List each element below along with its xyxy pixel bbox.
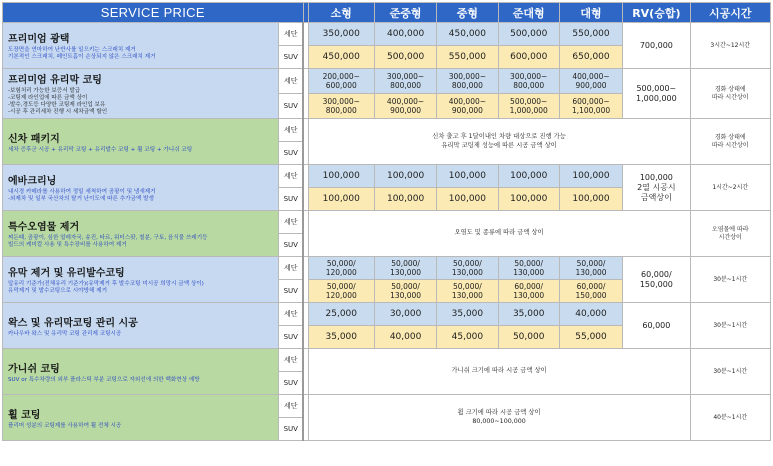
- service-description: SUV or 특수차량의 외부 플라스틱 부분 코팅으로 자외선에 의한 백화현상 예방: [8, 376, 200, 383]
- service-cell: [3, 69, 279, 119]
- price-rv: 500,000~ 1,000,000: [623, 69, 690, 119]
- price-sedan: 50,000/ 130,000: [498, 257, 559, 280]
- service-description: 기본적인 스크래치, 페인트흠이 손상되지 않은 스크래치 제거: [8, 54, 156, 60]
- header-size-compact: 준중형: [374, 3, 436, 23]
- price-suv: 40,000: [374, 326, 436, 349]
- price-sedan: 50,000/ 120,000: [308, 257, 374, 280]
- service-name: 프리미엄 광택: [8, 34, 70, 45]
- car-type-sedan: 세단: [279, 257, 303, 280]
- price-sedan: 400,000: [374, 23, 436, 46]
- service-time: 경화 상태에 따라 시간상이: [690, 69, 770, 119]
- price-suv: 100,000: [437, 188, 498, 211]
- header-row: [3, 3, 771, 23]
- price-rv: 60,000/ 150,000: [623, 257, 690, 303]
- service-name: 프리미엄 유리막 코팅: [8, 75, 102, 86]
- price-suv: 100,000: [308, 188, 374, 211]
- price-sedan: 40,000: [559, 303, 622, 326]
- price-suv: 650,000: [559, 46, 622, 69]
- price-suv: 35,000: [308, 326, 374, 349]
- service-cell: [3, 395, 279, 441]
- service-row-sedan: [3, 165, 771, 188]
- car-type-sedan: 세단: [279, 395, 303, 418]
- car-type-sedan: 세단: [279, 349, 303, 372]
- car-type-sedan: 세단: [279, 211, 303, 234]
- price-sedan: 300,000~ 800,000: [498, 69, 559, 94]
- price-sedan: 400,000~ 900,000: [559, 69, 622, 94]
- car-type-sedan: 세단: [279, 165, 303, 188]
- car-type-suv: SUV: [279, 188, 303, 211]
- service-row-sedan: [3, 119, 771, 142]
- service-description: 유막제거 및 발수코팅으로 시야방해 제거: [8, 288, 107, 294]
- price-suv: 400,000~ 900,000: [374, 94, 436, 119]
- service-time: 30분~1시간: [690, 349, 770, 395]
- service-description: 플리머 성분의 코팅제를 사용하여 휠 전체 시공: [8, 422, 122, 429]
- service-description: 내시경 카메라를 사용하여 정밀 세척하여 곰팡이 및 냄새제거: [8, 189, 156, 195]
- car-type-sedan: 세단: [279, 69, 303, 94]
- price-sedan: 50,000/ 130,000: [559, 257, 622, 280]
- price-sedan: 300,000~ 800,000: [374, 69, 436, 94]
- price-suv: 600,000~ 1,100,000: [559, 94, 622, 119]
- service-description: 도장면을 연마하여 난반사를 일으키는 스크래치 제거: [8, 47, 136, 53]
- service-description: -발수,경도등 다양한 코팅제 라인업 보유: [8, 102, 106, 108]
- service-description: -외제차 및 일부 국산차의 탈거 난이도에 따른 추가금액 발생: [8, 196, 154, 202]
- price-note: 가니쉬 크기에 따라 시공 금액 상이: [308, 349, 690, 395]
- service-time: 30분~1시간: [690, 257, 770, 303]
- service-time: 오염물에 따라 시간상이: [690, 211, 770, 257]
- price-sedan: 500,000: [498, 23, 559, 46]
- header-rv: RV(승합): [623, 3, 690, 23]
- price-suv: 50,000/ 120,000: [308, 280, 374, 303]
- service-cell: [3, 349, 279, 395]
- price-suv: 50,000/ 130,000: [374, 280, 436, 303]
- service-name: 특수오염물 제거: [8, 222, 80, 233]
- service-time: 경화 상태에 따라 시간상이: [690, 119, 770, 165]
- price-suv: 100,000: [374, 188, 436, 211]
- price-sedan: 100,000: [308, 165, 374, 188]
- header-size-small: 소형: [308, 3, 374, 23]
- service-time: 30분~1시간: [690, 303, 770, 349]
- price-rv: 700,000: [623, 23, 690, 69]
- car-type-sedan: 세단: [279, 119, 303, 142]
- price-suv: 600,000: [498, 46, 559, 69]
- service-name: 왁스 및 유리막코팅 관리 시공: [8, 317, 138, 329]
- price-sedan: 300,000~ 800,000: [437, 69, 498, 94]
- price-sedan: 550,000: [559, 23, 622, 46]
- price-sedan: 35,000: [498, 303, 559, 326]
- price-note: 휠 크기에 따라 시공 금액 상이 80,000~100,000: [308, 395, 690, 441]
- service-time: 1시간~2시간: [690, 165, 770, 211]
- service-description: -시공 후 관리세차 진행 시 세차금액 할인: [8, 109, 108, 115]
- service-row-sedan: [3, 211, 771, 234]
- price-suv: 450,000: [308, 46, 374, 69]
- service-description: -코팅제 라인업에 따른 금액 상이: [8, 95, 88, 101]
- price-suv: 45,000: [437, 326, 498, 349]
- price-note: 오염도 및 종류에 따라 금액 상이: [308, 211, 690, 257]
- price-suv: 100,000: [559, 188, 622, 211]
- service-description: 찌든때, 곰팡이, 심한 얼레자국, 송진, 타르, 워터스팟, 철분, 구토, 음식물 쓰레기등: [8, 235, 208, 241]
- service-cell: [3, 119, 279, 165]
- car-type-sedan: 세단: [279, 23, 303, 46]
- car-type-suv: SUV: [279, 280, 303, 303]
- service-name: 유막 제거 및 유리발수코팅: [8, 268, 125, 279]
- car-type-suv: SUV: [279, 46, 303, 69]
- service-cell: [3, 165, 279, 211]
- price-suv: 300,000~ 800,000: [308, 94, 374, 119]
- header-size-large: 대형: [559, 3, 622, 23]
- price-sedan: 25,000: [308, 303, 374, 326]
- service-cell: [3, 303, 279, 349]
- service-cell: [3, 257, 279, 303]
- price-sedan: 350,000: [308, 23, 374, 46]
- price-rv: 100,000 2열 시공시 금액상이: [623, 165, 690, 211]
- service-row-sedan: [3, 23, 771, 46]
- service-price-table: [2, 2, 771, 441]
- price-sedan: 100,000: [559, 165, 622, 188]
- price-suv: 50,000: [498, 326, 559, 349]
- header-size-semi-large: 준대형: [498, 3, 559, 23]
- price-note: 신차 출고 후 1달이내인 차량 대상으로 진행 가능 유리막 코팅제 성능에 따른 시공 금액 상이: [308, 119, 690, 165]
- price-suv: 550,000: [437, 46, 498, 69]
- service-name: 신차 패키지: [8, 133, 60, 145]
- service-cell: [3, 23, 279, 69]
- service-row-sedan: [3, 303, 771, 326]
- price-sedan: 30,000: [374, 303, 436, 326]
- price-rv: 60,000: [623, 303, 690, 349]
- service-name: 휠 코팅: [8, 409, 41, 421]
- service-description: 앞유리 기준가(전체유리 기준가)(유막제거 후 발수코팅 미시공 희망시 금액 상이): [8, 281, 204, 287]
- service-row-sedan: [3, 395, 771, 418]
- service-time: 40분~1시간: [690, 395, 770, 441]
- price-sedan: 200,000~ 600,000: [308, 69, 374, 94]
- price-suv: 50,000/ 130,000: [437, 280, 498, 303]
- price-sedan: 100,000: [437, 165, 498, 188]
- header-size-mid: 중형: [437, 3, 498, 23]
- price-suv: 60,000/ 150,000: [559, 280, 622, 303]
- price-sedan: 50,000/ 130,000: [374, 257, 436, 280]
- header-time: 시공시간: [690, 3, 770, 23]
- service-name: 에바크리닝: [8, 176, 57, 187]
- price-sedan: 35,000: [437, 303, 498, 326]
- service-description: 카나우바 왁스 및 유리막 코팅 관리제 코팅시공: [8, 330, 122, 337]
- service-row-sedan: [3, 69, 771, 94]
- service-row-sedan: [3, 257, 771, 280]
- service-description: 새차 증후군 시공 + 유리막 코팅 + 유리발수 코팅 + 휠 코팅 + 가니쉬 코팅: [8, 146, 193, 153]
- service-time: 3시간~12시간: [690, 23, 770, 69]
- price-suv: 500,000: [374, 46, 436, 69]
- page-title: SERVICE PRICE: [3, 3, 304, 23]
- price-sedan: 100,000: [498, 165, 559, 188]
- price-suv: 100,000: [498, 188, 559, 211]
- service-name: 가니쉬 코팅: [8, 363, 60, 375]
- car-type-suv: SUV: [279, 418, 303, 441]
- service-description: 빌드의 케미컬 사용 및 특수장비를 사용하여 제거: [8, 242, 127, 248]
- price-sedan: 50,000/ 130,000: [437, 257, 498, 280]
- car-type-suv: SUV: [279, 234, 303, 257]
- price-suv: 500,000~ 1,000,000: [498, 94, 559, 119]
- service-cell: [3, 211, 279, 257]
- car-type-suv: SUV: [279, 142, 303, 165]
- service-description: -보험처리 가능한 보증서 발급: [8, 88, 81, 94]
- car-type-suv: SUV: [279, 372, 303, 395]
- car-type-suv: SUV: [279, 326, 303, 349]
- price-suv: 60,000/ 130,000: [498, 280, 559, 303]
- price-sedan: 100,000: [374, 165, 436, 188]
- car-type-sedan: 세단: [279, 303, 303, 326]
- price-sedan: 450,000: [437, 23, 498, 46]
- price-suv: 55,000: [559, 326, 622, 349]
- price-suv: 400,000~ 900,000: [437, 94, 498, 119]
- service-row-sedan: [3, 349, 771, 372]
- car-type-suv: SUV: [279, 94, 303, 119]
